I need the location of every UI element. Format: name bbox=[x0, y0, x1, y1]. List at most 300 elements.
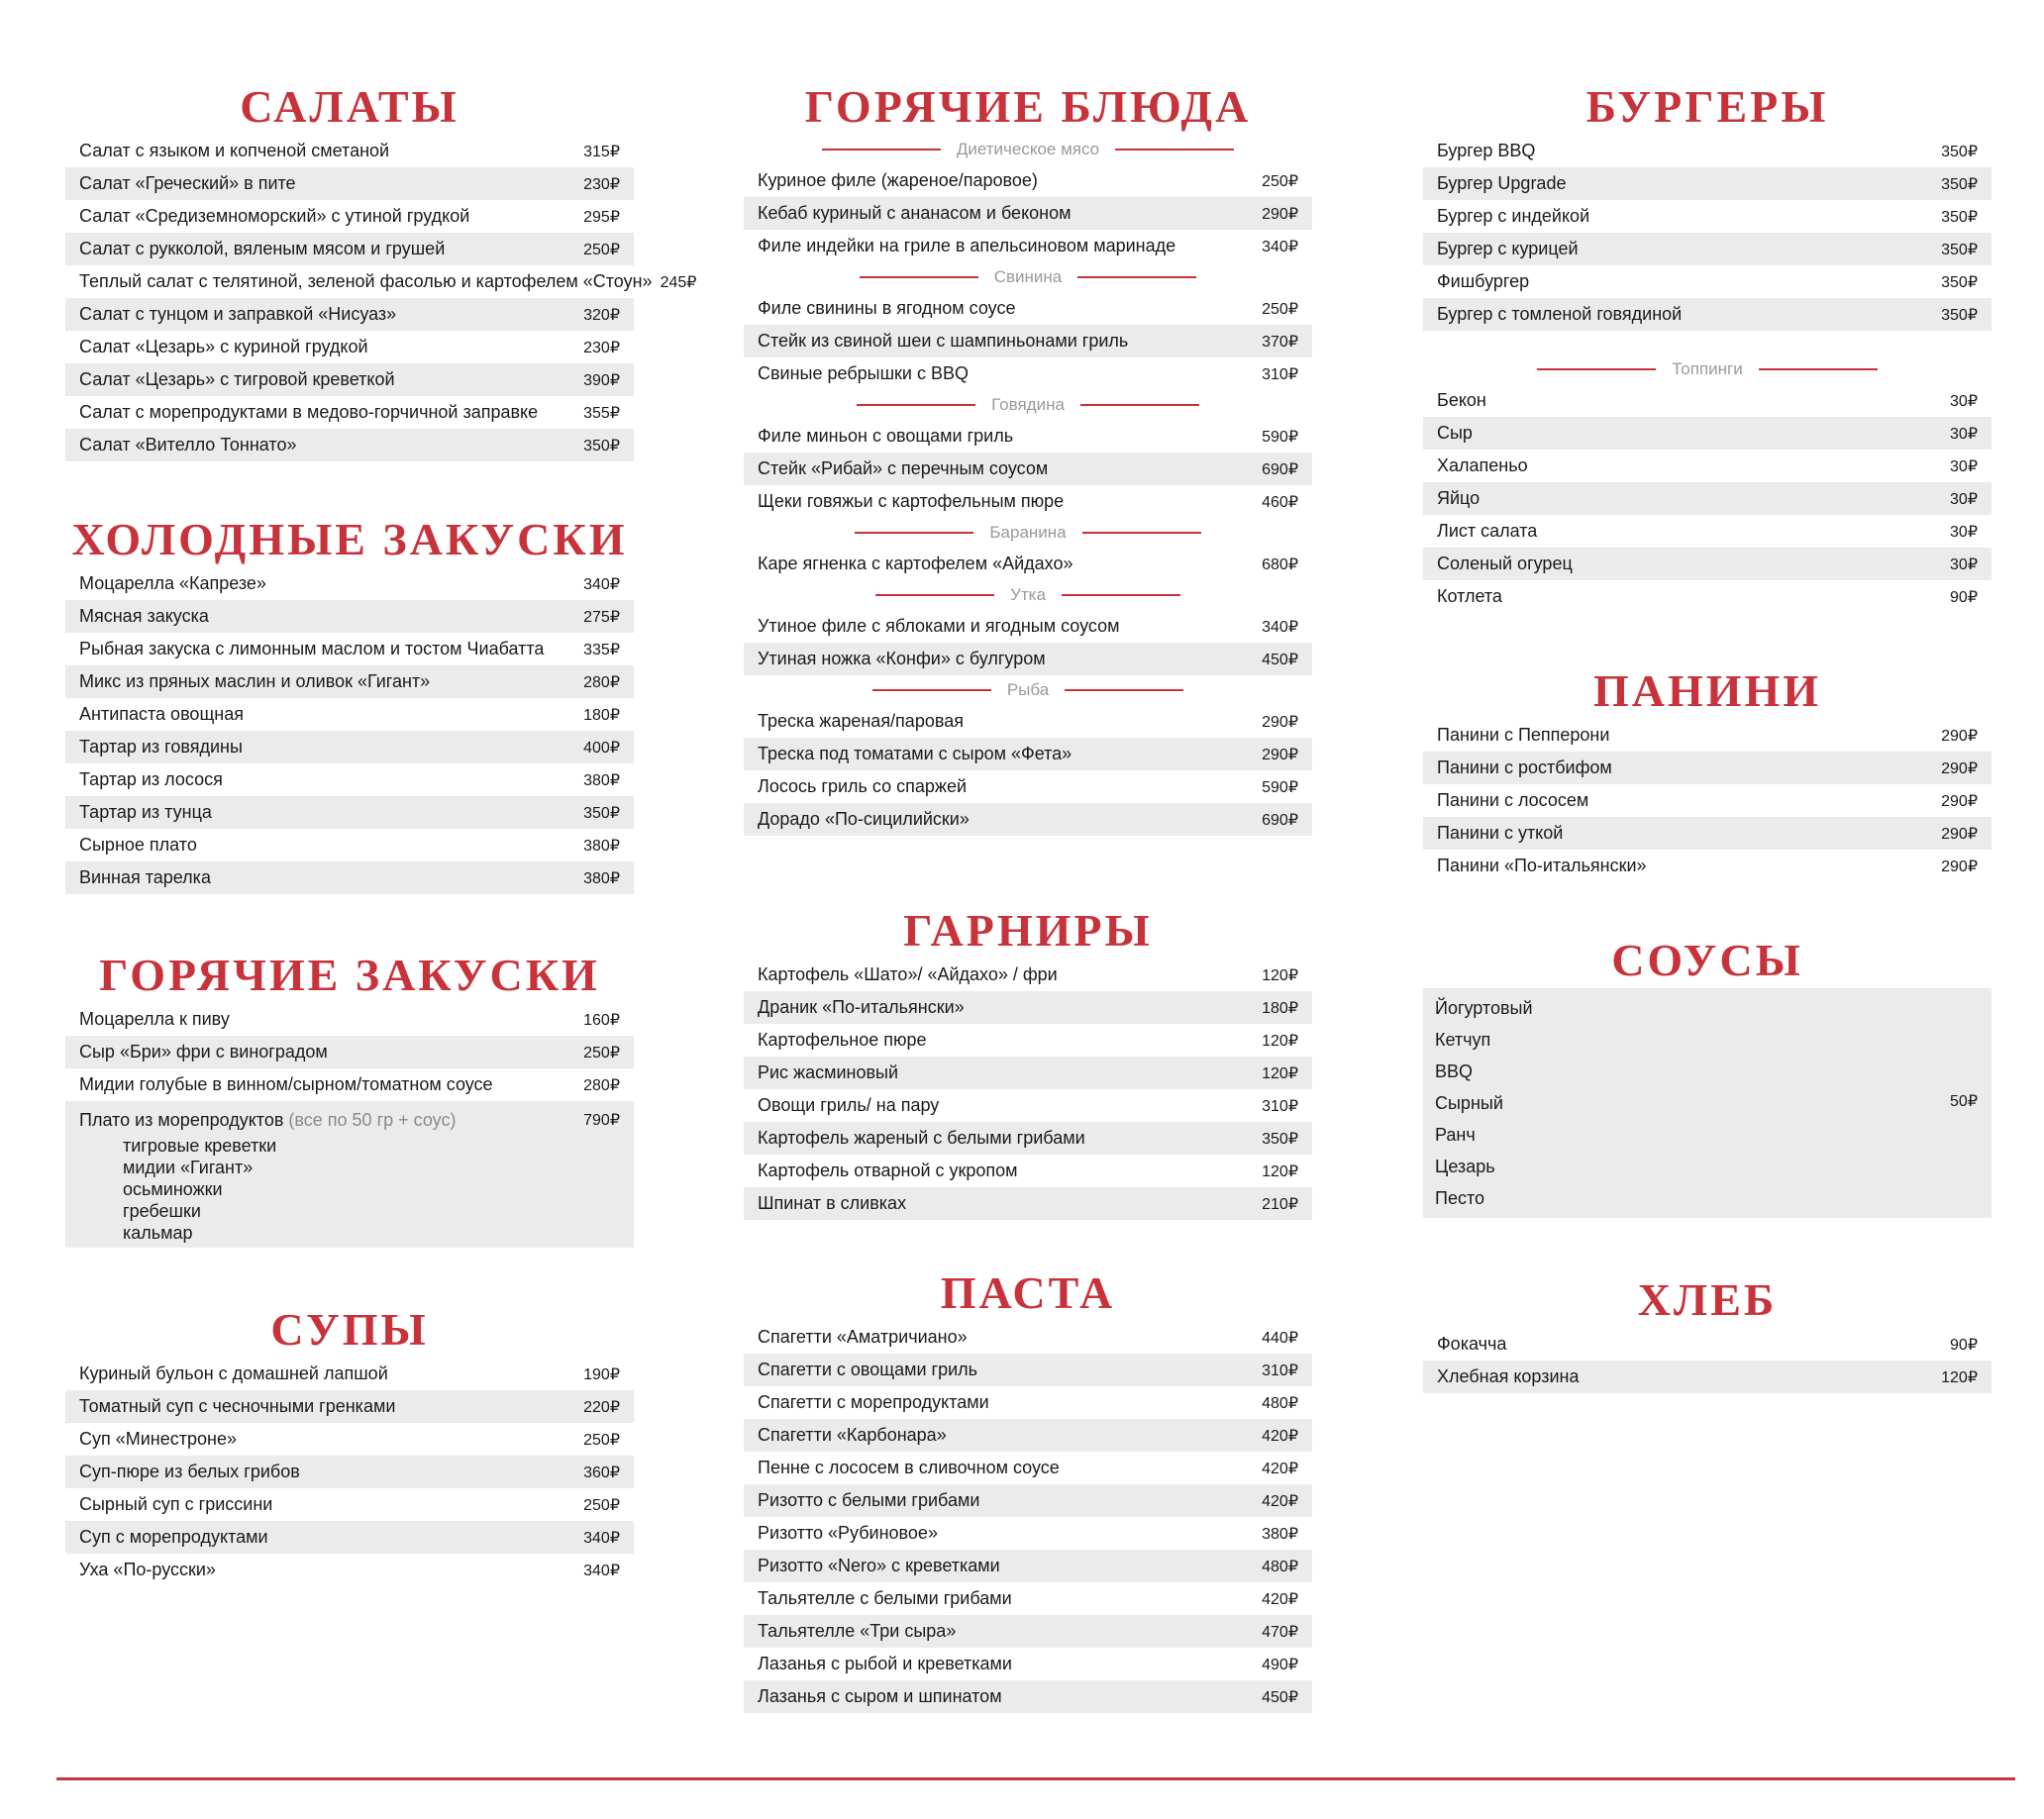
menu-item-name: Бургер BBQ bbox=[1437, 141, 1536, 160]
menu-item-name: Картофельное пюре bbox=[758, 1030, 927, 1050]
menu-item bbox=[744, 548, 1312, 580]
menu-item bbox=[1423, 784, 1992, 817]
menu-item bbox=[1423, 580, 1992, 613]
menu-item-name: Хлебная корзина bbox=[1437, 1366, 1580, 1386]
section-title-hot-snacks: ГОРЯЧИЕ ЗАКУСКИ bbox=[99, 950, 600, 1000]
menu-item bbox=[1423, 752, 1992, 784]
menu-item-name: Бургер с курицей bbox=[1437, 239, 1579, 258]
seafood-platter bbox=[65, 1101, 634, 1248]
menu-item-name: Лазанья с сыром и шпинатом bbox=[758, 1686, 1002, 1706]
menu-item-price: 400₽ bbox=[583, 739, 620, 757]
menu-item bbox=[744, 325, 1312, 357]
menu-item-price: 120₽ bbox=[1262, 1064, 1298, 1082]
menu-item-price: 340₽ bbox=[583, 1562, 620, 1579]
menu-item bbox=[744, 643, 1312, 675]
menu-item-name: Панини с Пепперони bbox=[1437, 725, 1610, 745]
menu-item bbox=[744, 1484, 1312, 1517]
menu-item bbox=[744, 1122, 1312, 1155]
menu-item-name: Филе индейки на гриле в апельсиновом маринаде bbox=[758, 236, 1176, 255]
menu-item-name: Салат с морепродуктами в медово-горчичной заправке bbox=[79, 402, 539, 422]
menu-item-price: 90₽ bbox=[1950, 588, 1978, 606]
menu-item-price: 350₽ bbox=[1941, 306, 1978, 324]
menu-item-price: 440₽ bbox=[1262, 1329, 1298, 1347]
menu-item-price: 350₽ bbox=[1262, 1130, 1298, 1148]
menu-item bbox=[65, 298, 634, 331]
menu-item bbox=[65, 1488, 634, 1521]
menu-item bbox=[65, 265, 697, 298]
menu-item-price: 450₽ bbox=[1262, 651, 1298, 668]
menu-item-price: 290₽ bbox=[1941, 825, 1978, 843]
menu-item-price: 350₽ bbox=[1941, 208, 1978, 226]
menu-item-name: Салат с рукколой, вяленым мясом и грушей bbox=[79, 239, 446, 258]
menu-item bbox=[744, 420, 1312, 453]
menu-item-price: 680₽ bbox=[1262, 556, 1298, 573]
subcategory-divider bbox=[744, 135, 1312, 164]
menu-item-name: Салат «Средиземноморский» с утиной грудкой bbox=[79, 206, 470, 226]
menu-item-price: 250₽ bbox=[583, 1044, 620, 1061]
menu-item-name: Картофель «Шато»/ «Айдахо» / фри bbox=[758, 964, 1058, 984]
menu-item-name: Рыбная закуска с лимонным маслом и тостом Чиабатта bbox=[79, 639, 545, 658]
menu-item-price: 450₽ bbox=[1262, 1688, 1298, 1706]
menu-item-price: 90₽ bbox=[1950, 1336, 1978, 1354]
menu-item-name: Соленый огурец bbox=[1437, 554, 1573, 573]
menu-item-price: 120₽ bbox=[1941, 1368, 1978, 1386]
menu-item bbox=[744, 453, 1312, 485]
menu-item bbox=[1423, 817, 1992, 850]
menu-item-name: Картофель отварной с укропом bbox=[758, 1161, 1018, 1180]
section-sides bbox=[744, 903, 1312, 1220]
menu-item bbox=[744, 1582, 1312, 1615]
menu-item bbox=[1423, 167, 1992, 200]
menu-item bbox=[744, 1089, 1312, 1122]
seafood-platter-note: (все по 50 гр + соус) bbox=[288, 1109, 457, 1130]
menu-item-price: 350₽ bbox=[1941, 241, 1978, 258]
menu-item-name: Лазанья с рыбой и креветками bbox=[758, 1654, 1012, 1673]
sauce-item: Ранч bbox=[1435, 1125, 1476, 1145]
menu-item-price: 290₽ bbox=[1941, 858, 1978, 875]
menu-item-price: 690₽ bbox=[1262, 811, 1298, 829]
menu-item-name: Мясная закуска bbox=[79, 606, 209, 626]
hot-dishes-groups bbox=[744, 135, 1312, 836]
menu-item-price: 290₽ bbox=[1941, 792, 1978, 810]
menu-item-price: 380₽ bbox=[1262, 1525, 1298, 1543]
menu-item-price: 470₽ bbox=[1262, 1623, 1298, 1641]
menu-item-name: Бекон bbox=[1437, 390, 1486, 410]
menu-item bbox=[1423, 450, 1992, 482]
menu-item-price: 250₽ bbox=[583, 1496, 620, 1514]
menu-item bbox=[744, 1615, 1312, 1648]
menu-item-name: Шпинат в сливках bbox=[758, 1193, 907, 1213]
menu-item bbox=[744, 738, 1312, 770]
section-panini bbox=[1423, 663, 1992, 882]
sauce-item: Кетчуп bbox=[1435, 1030, 1491, 1050]
menu-item-name: Моцарелла «Капрезе» bbox=[79, 573, 266, 593]
divider-line bbox=[875, 594, 994, 596]
menu-item-name: Суп с морепродуктами bbox=[79, 1527, 268, 1547]
menu-item-name: Рис жасминовый bbox=[758, 1062, 899, 1082]
menu-item-price: 340₽ bbox=[583, 1529, 620, 1547]
menu-item-price: 350₽ bbox=[1941, 143, 1978, 160]
menu-item bbox=[744, 1024, 1312, 1057]
menu-item-price: 490₽ bbox=[1262, 1656, 1298, 1673]
menu-item-price: 340₽ bbox=[583, 575, 620, 593]
menu-item-price: 310₽ bbox=[1262, 1362, 1298, 1379]
menu-item-price: 190₽ bbox=[583, 1365, 620, 1383]
subcategory-label: Говядина bbox=[991, 395, 1065, 414]
section-soups bbox=[65, 1302, 634, 1586]
menu-item-price: 30₽ bbox=[1950, 457, 1978, 475]
menu-item bbox=[65, 167, 634, 200]
menu-item-name: Треска под томатами с сыром «Фета» bbox=[758, 744, 1073, 763]
seafood-platter-title bbox=[79, 1110, 456, 1131]
menu-item-name: Панини с уткой bbox=[1437, 823, 1564, 843]
menu-item-price: 355₽ bbox=[583, 404, 620, 422]
menu-item-price: 690₽ bbox=[1262, 460, 1298, 478]
section-title-sides: ГАРНИРЫ bbox=[903, 905, 1153, 956]
menu-item-name: Ризотто «Nero» с креветками bbox=[758, 1556, 1000, 1575]
menu-item bbox=[65, 1003, 634, 1036]
menu-item bbox=[65, 698, 634, 731]
menu-item bbox=[744, 1057, 1312, 1089]
section-title-cold-snacks: ХОЛОДНЫЕ ЗАКУСКИ bbox=[71, 514, 628, 564]
menu-item-name: Мидии голубые в винном/сырном/томатном соусе bbox=[79, 1074, 493, 1094]
menu-item-name: Ризотто с белыми грибами bbox=[758, 1490, 980, 1510]
menu-item bbox=[1423, 515, 1992, 548]
menu-item-price: 350₽ bbox=[583, 437, 620, 455]
menu-item-name: Тартар из лосося bbox=[79, 769, 223, 789]
menu-item-price: 340₽ bbox=[1262, 618, 1298, 636]
menu-item-price: 30₽ bbox=[1950, 425, 1978, 443]
menu-item-name: Тальятелле с белыми грибами bbox=[758, 1588, 1012, 1608]
menu-item bbox=[65, 1554, 634, 1586]
menu-item-name: Сырное плато bbox=[79, 835, 197, 855]
toppings-label: Топпинги bbox=[1672, 359, 1743, 378]
section-title-hot-dishes: ГОРЯЧИЕ БЛЮДА bbox=[804, 81, 1252, 132]
panini-list bbox=[1423, 719, 1992, 882]
menu-item bbox=[65, 1068, 634, 1101]
menu-item-price: 370₽ bbox=[1262, 333, 1298, 351]
menu-item-price: 320₽ bbox=[583, 306, 620, 324]
platter-item: кальмар bbox=[123, 1223, 193, 1243]
menu-item-name: Бургер с томленой говядиной bbox=[1437, 304, 1683, 324]
menu-item bbox=[744, 803, 1312, 836]
menu-item bbox=[1423, 719, 1992, 752]
menu-item-name: Куриное филе (жареное/паровое) bbox=[758, 170, 1038, 190]
menu-item-price: 360₽ bbox=[583, 1464, 620, 1481]
seafood-platter-price: 790₽ bbox=[583, 1112, 620, 1129]
menu-item bbox=[65, 861, 634, 894]
menu-item bbox=[744, 197, 1312, 230]
subcategory-divider bbox=[744, 675, 1312, 705]
subcategory-divider bbox=[744, 580, 1312, 610]
menu-item-name: Спагетти «Аматричиано» bbox=[758, 1327, 968, 1347]
menu-item-price: 420₽ bbox=[1262, 1427, 1298, 1445]
salads-list bbox=[65, 135, 697, 461]
menu-item-price: 335₽ bbox=[583, 641, 620, 658]
menu-item-name: Панини с ростбифом bbox=[1437, 758, 1612, 777]
platter-item: осьминожки bbox=[123, 1179, 223, 1199]
platter-item: тигровые креветки bbox=[123, 1136, 277, 1156]
menu-item bbox=[1423, 265, 1992, 298]
menu-item-name: Каре ягненка с картофелем «Айдахо» bbox=[758, 554, 1073, 573]
menu-item-name: Салат с языком и копченой сметаной bbox=[79, 141, 390, 160]
menu-item bbox=[65, 363, 634, 396]
section-title-panini: ПАНИНИ bbox=[1592, 665, 1822, 716]
menu-item-price: 350₽ bbox=[1941, 175, 1978, 193]
menu-item-price: 160₽ bbox=[583, 1011, 620, 1029]
menu-item-name: Тартар из тунца bbox=[79, 802, 212, 822]
subcategory-label: Диетическое мясо bbox=[956, 140, 1100, 158]
menu-item-name: Филе миньон с овощами гриль bbox=[758, 426, 1014, 446]
menu-item-name: Тальятелле «Три сыра» bbox=[758, 1621, 957, 1641]
subcategory-divider bbox=[744, 262, 1312, 292]
menu-item bbox=[65, 200, 634, 233]
menu-item-price: 290₽ bbox=[1262, 746, 1298, 763]
menu-item bbox=[1423, 1361, 1992, 1393]
menu-item-name: Винная тарелка bbox=[79, 867, 211, 887]
sauces-list bbox=[1423, 988, 1992, 1218]
menu-item bbox=[1423, 135, 1992, 167]
menu-item bbox=[1423, 200, 1992, 233]
menu-item bbox=[744, 230, 1312, 262]
menu-item bbox=[65, 1390, 634, 1423]
soups-list bbox=[65, 1358, 634, 1586]
menu-item bbox=[65, 1423, 634, 1456]
menu-item-price: 380₽ bbox=[583, 837, 620, 855]
menu-item-name: Моцарелла к пиву bbox=[79, 1009, 230, 1029]
section-burgers bbox=[1423, 79, 1992, 613]
section-title-pasta: ПАСТА bbox=[940, 1267, 1116, 1318]
menu-item-price: 420₽ bbox=[1262, 1460, 1298, 1477]
sauce-item: Цезарь bbox=[1435, 1157, 1495, 1176]
menu-item bbox=[1423, 384, 1992, 417]
menu-item-price: 310₽ bbox=[1262, 365, 1298, 383]
menu-item-price: 120₽ bbox=[1262, 1162, 1298, 1180]
menu-item-price: 30₽ bbox=[1950, 490, 1978, 508]
menu-item-price: 250₽ bbox=[1262, 172, 1298, 190]
menu-item bbox=[1423, 482, 1992, 515]
bottom-divider bbox=[56, 1777, 2015, 1780]
seafood-platter-header bbox=[79, 1105, 620, 1135]
menu-item-price: 420₽ bbox=[1262, 1590, 1298, 1608]
section-hot-snacks bbox=[65, 948, 634, 1248]
menu-item-price: 230₽ bbox=[583, 175, 620, 193]
menu-item-price: 120₽ bbox=[1262, 1032, 1298, 1050]
menu-item-name: Панини «По-итальянски» bbox=[1437, 856, 1647, 875]
menu-item-price: 290₽ bbox=[1262, 713, 1298, 731]
menu-item-name: Антипаста овощная bbox=[79, 704, 244, 724]
subcategory-label: Утка bbox=[1010, 585, 1046, 604]
section-salads bbox=[65, 79, 697, 461]
menu-item bbox=[1423, 850, 1992, 882]
menu-item bbox=[65, 1036, 634, 1068]
menu-item-name: Утиное филе с яблоками и ягодным соусом bbox=[758, 616, 1120, 636]
subcategory-label: Баранина bbox=[989, 523, 1067, 542]
menu-item-price: 480₽ bbox=[1262, 1394, 1298, 1412]
cold-snacks-list bbox=[65, 567, 634, 894]
menu-item-price: 180₽ bbox=[583, 706, 620, 724]
menu-item bbox=[744, 1155, 1312, 1187]
menu-item-name: Микс из пряных маслин и оливок «Гигант» bbox=[79, 671, 431, 691]
menu-item-name: Уха «По-русски» bbox=[79, 1560, 216, 1579]
menu-item-name: Салат «Греческий» в пите bbox=[79, 173, 296, 193]
menu-item-price: 590₽ bbox=[1262, 428, 1298, 446]
menu-item bbox=[744, 1187, 1312, 1220]
menu-item-price: 250₽ bbox=[583, 241, 620, 258]
menu-item-name: Сырный суп с гриссини bbox=[79, 1494, 273, 1514]
section-hot-dishes bbox=[744, 79, 1312, 836]
section-bread bbox=[1423, 1272, 1992, 1393]
menu-item bbox=[65, 763, 634, 796]
menu-item-name: Фишбургер bbox=[1437, 271, 1530, 291]
menu-item-name: Котлета bbox=[1437, 586, 1502, 606]
menu-item-name: Фокачча bbox=[1437, 1334, 1507, 1354]
menu-item-name: Треска жареная/паровая bbox=[758, 711, 964, 731]
menu-item bbox=[744, 1354, 1312, 1386]
menu-item bbox=[744, 770, 1312, 803]
menu-item bbox=[744, 1648, 1312, 1680]
menu-item bbox=[1423, 417, 1992, 450]
divider-line bbox=[860, 276, 978, 278]
menu-item-price: 120₽ bbox=[1262, 966, 1298, 984]
menu-item bbox=[65, 1358, 634, 1390]
menu-item bbox=[65, 567, 634, 600]
divider-line bbox=[1537, 368, 1656, 370]
divider-line bbox=[1062, 594, 1180, 596]
menu-item-name: Лосось гриль со спаржей bbox=[758, 776, 968, 796]
menu-item bbox=[65, 233, 634, 265]
menu-item-name: Салат «Цезарь» с куриной грудкой bbox=[79, 337, 368, 356]
menu-item-price: 245₽ bbox=[660, 273, 697, 291]
divider-line bbox=[1077, 276, 1196, 278]
section-title-salads: САЛАТЫ bbox=[240, 81, 460, 132]
menu-item bbox=[744, 1680, 1312, 1713]
menu-item bbox=[744, 1452, 1312, 1484]
menu-item bbox=[744, 485, 1312, 518]
menu-item-price: 290₽ bbox=[1262, 205, 1298, 223]
menu-item bbox=[744, 292, 1312, 325]
menu-item-price: 480₽ bbox=[1262, 1558, 1298, 1575]
menu-item-name: Спагетти с овощами гриль bbox=[758, 1360, 978, 1379]
menu-item bbox=[65, 600, 634, 633]
section-title-burgers: БУРГЕРЫ bbox=[1585, 81, 1829, 132]
menu-item-name: Стейк из свиной шеи с шампиньонами гриль bbox=[758, 331, 1129, 351]
menu-item-name: Ризотто «Рубиновое» bbox=[758, 1523, 938, 1543]
menu-item bbox=[65, 665, 634, 698]
menu-item-name: Бургер Upgrade bbox=[1437, 173, 1567, 193]
divider-line bbox=[1080, 404, 1199, 406]
menu-item-price: 380₽ bbox=[583, 771, 620, 789]
menu-item-name: Тартар из говядины bbox=[79, 737, 243, 757]
menu-item bbox=[744, 357, 1312, 390]
burgers-list bbox=[1423, 135, 1992, 331]
menu-item-name: Панини с лососем bbox=[1437, 790, 1589, 810]
divider-line bbox=[1115, 149, 1234, 151]
menu-item-price: 220₽ bbox=[583, 1398, 620, 1416]
menu-item bbox=[744, 1419, 1312, 1452]
menu-item-price: 420₽ bbox=[1262, 1492, 1298, 1510]
menu-item-price: 590₽ bbox=[1262, 778, 1298, 796]
menu-item-name: Спагетти «Карбонара» bbox=[758, 1425, 947, 1445]
menu-item-name: Томатный суп с чесночными гренками bbox=[79, 1396, 396, 1416]
subcategory-divider bbox=[744, 390, 1312, 420]
menu-item-name: Лист салата bbox=[1437, 521, 1538, 541]
section-pasta bbox=[744, 1265, 1312, 1713]
menu-item-price: 290₽ bbox=[1941, 759, 1978, 777]
divider-line bbox=[855, 532, 973, 534]
sauces-price: 50₽ bbox=[1950, 1093, 1978, 1110]
menu-item bbox=[65, 429, 634, 461]
menu-item bbox=[65, 135, 634, 167]
menu-item-name: Яйцо bbox=[1437, 488, 1481, 508]
divider-line bbox=[1065, 689, 1183, 691]
menu-item bbox=[744, 705, 1312, 738]
menu-item-price: 310₽ bbox=[1262, 1097, 1298, 1115]
menu-item-name: Картофель жареный с белыми грибами bbox=[758, 1128, 1085, 1148]
toppings-divider bbox=[1423, 354, 1992, 384]
menu-item bbox=[744, 164, 1312, 197]
divider-line bbox=[857, 404, 975, 406]
menu-item-price: 315₽ bbox=[583, 143, 620, 160]
menu-item bbox=[65, 633, 634, 665]
menu-item-price: 380₽ bbox=[583, 869, 620, 887]
menu-item-name: Салат «Вителло Тоннато» bbox=[79, 435, 297, 455]
hot-snacks-list bbox=[65, 1003, 634, 1101]
menu-item-price: 280₽ bbox=[583, 673, 620, 691]
menu-item bbox=[65, 331, 634, 363]
menu-item bbox=[744, 1386, 1312, 1419]
menu-item-price: 180₽ bbox=[1262, 999, 1298, 1017]
sauce-item: Йогуртовый bbox=[1435, 998, 1533, 1018]
menu-item-name: Сыр bbox=[1437, 423, 1473, 443]
section-title-soups: СУПЫ bbox=[270, 1304, 429, 1355]
menu-item bbox=[744, 991, 1312, 1024]
menu-item-price: 250₽ bbox=[1262, 300, 1298, 318]
menu-item-price: 30₽ bbox=[1950, 556, 1978, 573]
sauce-item: Сырный bbox=[1435, 1093, 1503, 1113]
sauce-items bbox=[1423, 992, 1992, 1214]
section-sauces bbox=[1423, 933, 1992, 1218]
menu-item-name: Суп «Минестроне» bbox=[79, 1429, 237, 1449]
section-title-bread: ХЛЕБ bbox=[1637, 1274, 1778, 1325]
menu-item-name: Сыр «Бри» фри с виноградом bbox=[79, 1042, 328, 1061]
menu-item-name: Свиные ребрышки с BBQ bbox=[758, 363, 969, 383]
menu-item-price: 295₽ bbox=[583, 208, 620, 226]
divider-line bbox=[872, 689, 991, 691]
menu-item bbox=[65, 1521, 634, 1554]
sides-list bbox=[744, 959, 1312, 1220]
menu-item-price: 280₽ bbox=[583, 1076, 620, 1094]
menu-item-price: 275₽ bbox=[583, 608, 620, 626]
menu-item-price: 340₽ bbox=[1262, 238, 1298, 255]
menu-item-price: 230₽ bbox=[583, 339, 620, 356]
menu-item bbox=[65, 829, 634, 861]
menu-item-name: Салат «Цезарь» с тигровой креветкой bbox=[79, 369, 395, 389]
divider-line bbox=[822, 149, 941, 151]
menu-item bbox=[1423, 298, 1992, 331]
menu-item-name: Стейк «Рибай» с перечным соусом bbox=[758, 458, 1049, 478]
menu-item-price: 390₽ bbox=[583, 371, 620, 389]
menu-item-name: Кебаб куриный с ананасом и беконом bbox=[758, 203, 1072, 223]
menu-item-name: Утиная ножка «Конфи» с булгуром bbox=[758, 649, 1046, 668]
seafood-platter-name: Плато из морепродуктов bbox=[79, 1109, 284, 1130]
menu-item-name: Драник «По-итальянски» bbox=[758, 997, 965, 1017]
menu-item bbox=[744, 610, 1312, 643]
menu-item bbox=[744, 1550, 1312, 1582]
menu-item-name: Куриный бульон с домашней лапшой bbox=[79, 1364, 388, 1383]
pasta-list bbox=[744, 1321, 1312, 1713]
menu-item-name: Спагетти с морепродуктами bbox=[758, 1392, 989, 1412]
